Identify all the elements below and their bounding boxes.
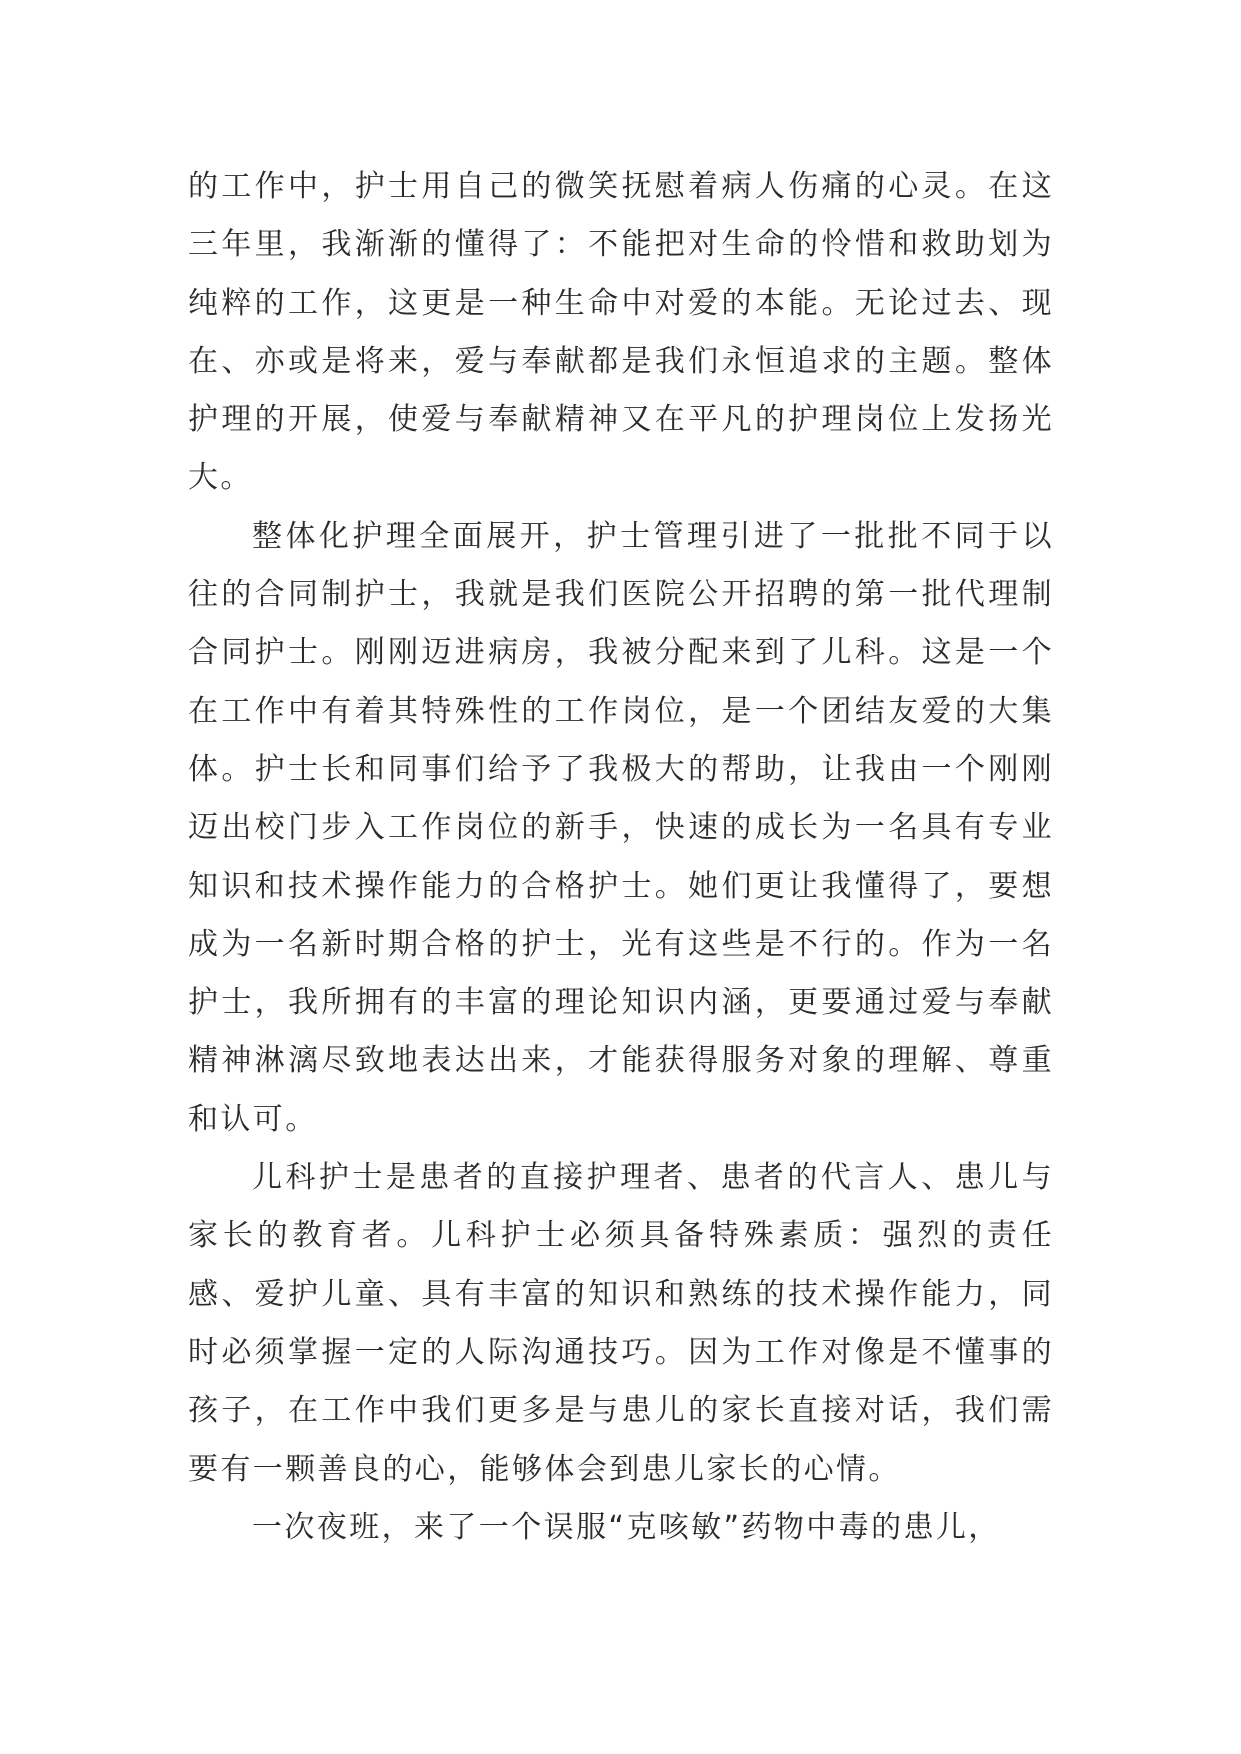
document-body <box>188 158 1054 1557</box>
paragraph-2: 整体化护理全面展开，护士管理引进了一批批不同于以往的合同制护士，我就是我们医院公开招聘的第一批代理制合同护士。刚刚迈进病房，我被分配来到了儿科。这是一个在工作中有着其特殊性的工作岗位，是一个团结友爱的大集体。护士长和同事们给予了我极大的帮助，让我由一个刚刚迈出校门步入工作岗位的新手，快速的成长为一名具有专业知识和技术操作能力的合格护士。她们更让我懂得了，要想成为一名新时期合格的护士，光有这些是不行的。作为一名护士，我所拥有的丰富的理论知识内涵，更要通过爱与奉献精神淋漓尽致地表达出来，才能获得服务对象的理解、尊重和认可。 <box>188 518 1054 1137</box>
paragraph-1: 的工作中，护士用自己的微笑抚慰着病人伤痛的心灵。在这三年里，我渐渐的懂得了：不能把对生命的怜惜和救助划为纯粹的工作，这更是一种生命中对爱的本能。无论过去、现在、亦或是将来，爱与奉献都是我们永恒追求的主题。整体护理的开展，使爱与奉献精神又在平凡的护理岗位上发扬光大。 <box>188 169 1054 496</box>
paragraph-3: 儿科护士是患者的直接护理者、患者的代言人、患儿与家长的教育者。儿科护士必须具备特殊素质：强烈的责任感、爱护儿童、具有丰富的知识和熟练的技术操作能力，同时必须掌握一定的人际沟通技巧。因为工作对像是不懂事的孩子，在工作中我们更多是与患儿的家长直接对话，我们需要有一颗善良的心，能够体会到患儿家长的心情。 <box>188 1160 1054 1487</box>
paragraph-4: 一次夜班，来了一个误服“克咳敏”药物中毒的患儿， <box>252 1509 1001 1545</box>
